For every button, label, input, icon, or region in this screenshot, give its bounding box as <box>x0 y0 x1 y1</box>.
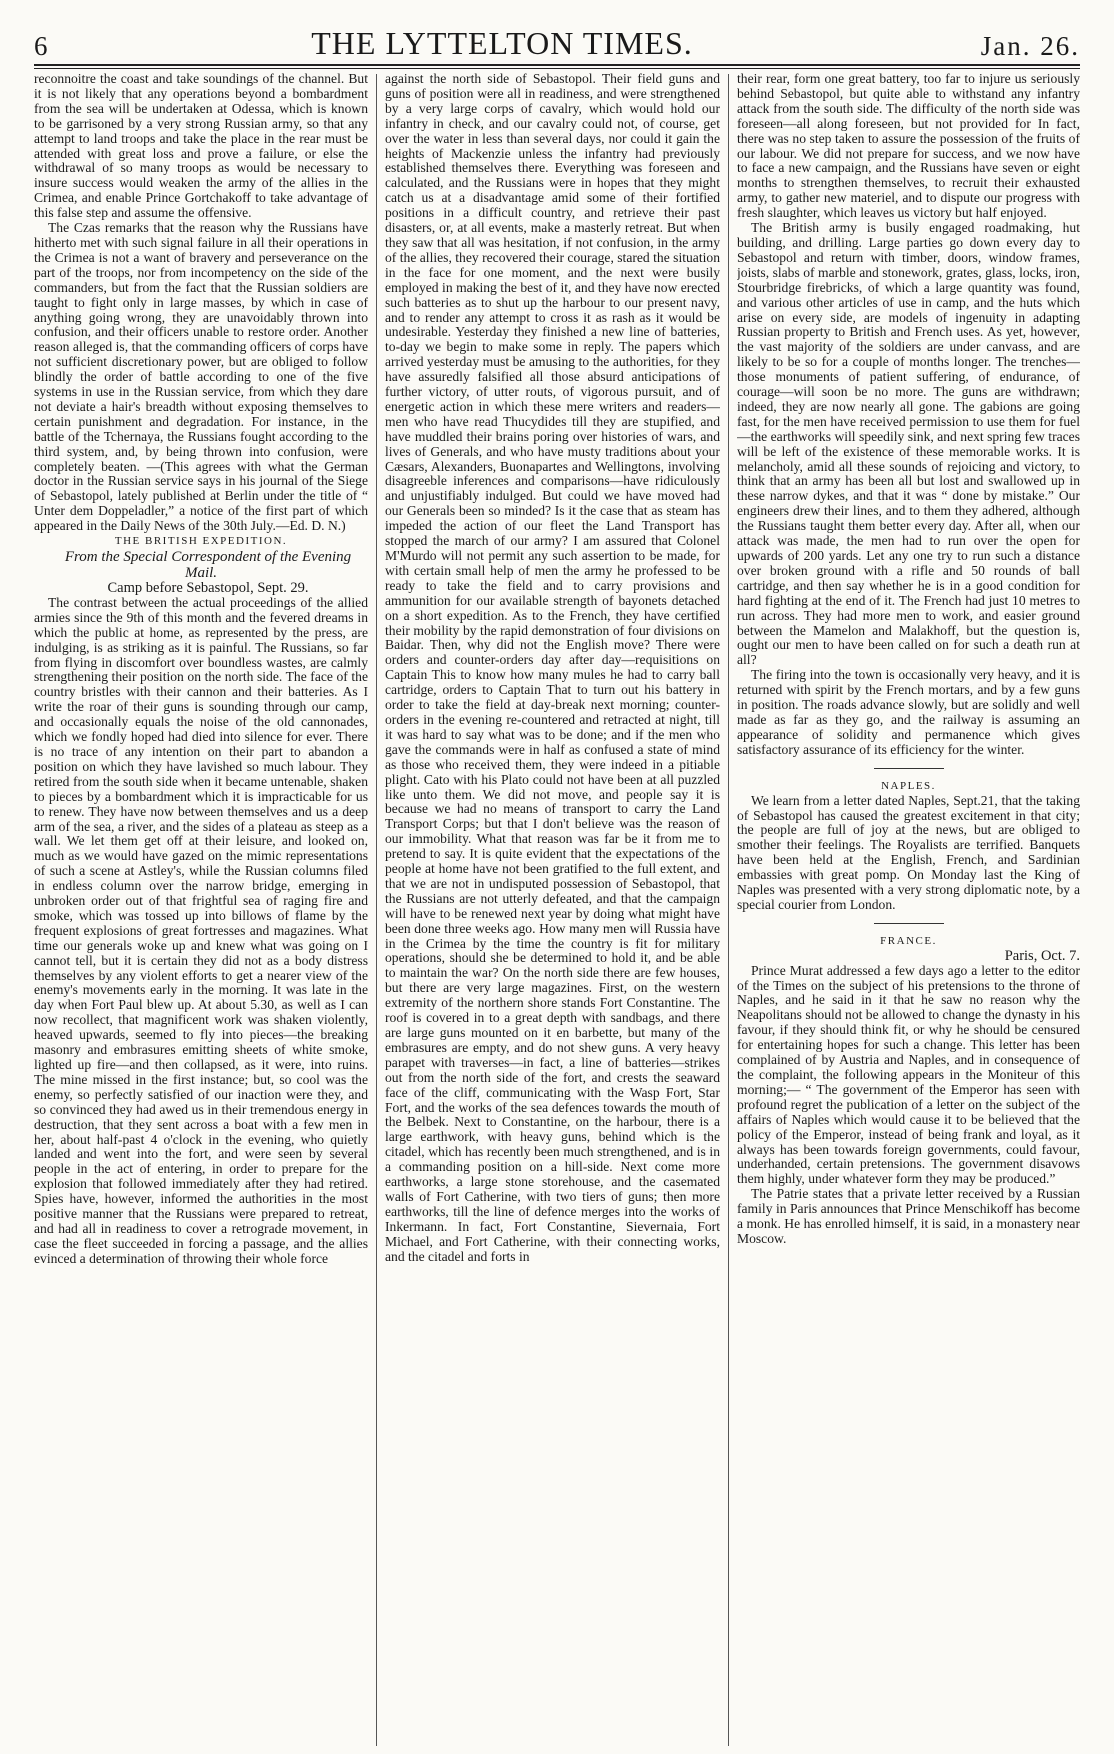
masthead-rule <box>34 64 1080 66</box>
section-heading-naples: NAPLES. <box>881 779 936 792</box>
page-number: 6 <box>34 31 48 61</box>
masthead-rule-thin <box>34 68 1080 69</box>
article-paragraph: their rear, form one great battery, too far to injure us seriously behind Sebastopol, but quite able to withstand any infantry attack from the south side. The difficulty of the north side was foreseen—all along foreseen, but not provided for In fact, there was no step taken to assure the possession of the fruits of our labour. We did not prepare for success, and we now have to face a new campaign, and the Russians have seven or eight months to strengthen themselves, to recruit their exhausted army, to gather new materiel, and to dispute our progress with fresh slaughter, which leaves us victory but half enjoyed. <box>737 72 1080 221</box>
column-divider-1 <box>376 74 377 1746</box>
article-paragraph: The Czas remarks that the reason why the Russians have hitherto met with such signal failure in all their operations in the Crimea is not a want of bravery and perseverance on the part of the troops, nor from incompetency on the side of the commanders, but from the fact that the Russian soldiers are taught to fight only in large masses, by which in case of anything going wrong, they are unavoidably thrown into confusion, and their officers unable to restore order. Another reason alleged is, that the commanding officers of corps have not sufficient discretionary power, but are obliged to follow blindly the order of battle according to one of the five systems in use in the Russian service, from which they dare not deviate a hair's breadth without exposing themselves to certain punishment and degradation. For instance, in the battle of the Tchernaya, the Russians fought according to the third system, and, by being thrown into confusion, were completely beaten. —(This agrees with what the German doctor in the Russian service says in his journal of the Siege of Sebastopol, lately published at Berlin under the title of “ Unter dem Doppeladler,” a notice of the first part of which appeared in the Daily News of the 30th July.—Ed. D. N.) <box>34 220 368 534</box>
section-heading-france: FRANCE. <box>880 934 937 947</box>
column-3 <box>737 72 1080 1748</box>
masthead <box>34 22 1080 62</box>
section-rule <box>874 768 944 769</box>
article-paragraph: The Patrie states that a private letter received by a Russian family in Paris announces that Prince Menschikoff has become a monk. He has enrolled himself, it is said, in a monastery near Moscow. <box>737 1186 1080 1246</box>
section-rule <box>874 923 944 924</box>
article-paragraph: The British army is busily engaged roadmaking, hut building, and drilling. Large parties go down every day to Sebastopol and return with timber, doors, window frames, joists, slabs of marble and stonework, grates, glass, locks, iron, Stourbridge firebricks, of which a large quantity was found, and various other articles of use in camp, and the huts which arise on every side, are models of ingenuity in adapting Russian property to British and French uses. As yet, however, the vast majority of the soldiers are under canvass, and are likely to be so for a couple of months longer. The trenches—those monuments of patient suffering, of endurance, of courage—will soon be no more. The guns are withdrawn; indeed, they are now nearly all gone. The gabions are going fast, for the men have received permission to use them for fuel—the earthworks will speedily sink, and next spring few traces will be left of the existence of these memorable works. It is melancholy, amid all these sounds of rejoicing and victory, to think that an army has been all but lost and swallowed up in these narrow dykes, and that it was “ done by mistake.” Our engineers drew their lines, and to them they adhered, although the Russians taught them better every day. After all, when our attack was made, the men had to run over the open for upwards of 200 yards. Let any one try to run such a distance over broken ground with a rifle and 50 rounds of ball cartridge, and then say whether he is in a good condition for hard fighting at the end of it. The French had just 10 metres to run across. They had more men to work, and easier ground between the Mamelon and Malakhoff, but the question is, ought our men to have been called on for such a death run at all? <box>737 220 1080 668</box>
article-paragraph: Prince Murat addressed a few days ago a letter to the editor of the Times on the subject of his pretensions to the throne of Naples, and he said in it that he saw no reason why the Neapolitans should not be allowed to change the dynasty in his favour, if they should think fit, or why he should be censured for entertaining hopes for such a change. This letter has been complained of by Austria and Naples, and in consequence of the complaint, the following appears in the Moniteur of this morning;— “ The government of the Emperor has seen with profound regret the publication of a letter on the subject of the affairs of Naples which would cause it to be believed that the policy of the Emperor, instead of being frank and loyal, as it always has been towards foreign governments, could favour, underhanded, certain pretensions. The government disavows them highly, under whatever form they may be produced.” <box>737 962 1080 1187</box>
paper-title: THE LYTTELTON TIMES. <box>311 25 693 61</box>
article-paragraph: The firing into the town is occasionally very heavy, and it is returned with spirit by the French mortars, and by a few guns in position. The roads advance slowly, but are solidly and well made as far as they go, and the railway is assuming an appearance of solidity and permanence which gives satisfactory assurance of its efficiency for the winter. <box>737 667 1080 757</box>
article-paragraph: against the north side of Sebastopol. Their field guns and guns of position were all in readiness, and were strengthened by a very large corps of cavalry, which would hold our infantry in check, and our cavalry could not, of course, get over the water in less than several days, nor could it gain the heights of Mackenzie unless the infantry had previously established themselves there. Everything was foreseen and calculated, and the Russians were in hopes that they might catch us at a disadvantage amid some of their fortified positions in a difficult country, and retrieve their past disasters, or, at all events, make a masterly retreat. But when they saw that all was hesitation, if not confusion, in the army of the allies, they recovered their courage, stared the situation in the face for one moment, and the next were busily employed in making the best of it, and they have now erected such batteries as to shut up the harbour to our present navy, and to render any attempt to cross it as rash as it would be undesirable. Yesterday they finished a new line of batteries, to-day we begin to make some in reply. The papers which arrived yesterday must be amusing to the authorities, for they have assuredly falsified all those absurd anticipations of further victory, of utter routs, of vigorous pursuit, and of energetic action in which these mere writers and readers—men who have read Thucydides till they are stupified, and have muddled their brains poring over histories of wars, and lives of Generals, and who have musty traditions about your Cæsars, Alexanders, Buonapartes and Wellingtons, involving disagreeble inferences and comparisons—have ridiculously and unjustifiably indulged. But could we have moved had our Generals been so minded? Is it the case that as steam has impeded the action of our fleet the Land Transport has stopped the march of our army? I am assured that Colonel M'Murdo will not permit any such assertion to be made, for with certain small help of men the army he professed to be ready to take the field and to carry provisions and ammunition for our available strength of bayonets detached on a short expedition. As to the French, they have certified their mobility by the rapid demonstration of four divisions on Baidar. Then, why did not the English move? There were orders and counter-orders day after day—requisitions on Captain This to know how many mules he had to carry ball cartridge, orders to Captain That to turn out his battery in order to take the field at day-break next morning; counter-orders in the evening re-countered and retracted at night, till it was hard to say what was to be done; and if the men who gave the commands were in half as confused a state of mind as those who received them, they were indeed in a pitiable plight. Cato with his Plato could not have been at all puzzled like unto them. We did not move, and people say it is because we had no means of transport to carry the Land Transport Corps; but that I don't believe was the reason of our immobility. What that reason was far be it from me to pretend to say. It is quite evident that the expectations of the people at home have not been gratified to the full extent, and that we are not in undisputed possession of Sebastopol, that the Russians are not utterly defeated, and that the campaign will have to be renewed next year by doing what might have been done three weeks ago. How many men will Russia have in the Crimea by the time the country is fit for military operations, should she be determined to hold it, and be able to maintain the war? On the north side there are few houses, but there are very large magazines. First, on the western extremity of the northern shore stands Fort Constantine. The roof is covered in to a great depth with sandbags, and there are large guns mounted on it en barbette, but many of the embrasures are empty, and do not shew guns. A very heavy parapet with traverses—in fact, a line of batteries—strikes out from the north side of the fort, and crests the seaward face of the cliff, communicating with the Wasp Fort, Star Fort, and the works of the sea defences towards the mouth of the Belbek. Next to Constantine, on the harbour, there is a large earthwork, with heavy guns, behind which is the citadel, which has recently been much strengthened, and is in a commanding position on a hill-side. Next come more earthworks, a large stone storehouse, and the casemated walls of Fort Catherine, with two tiers of guns; then more earthworks, till the line of defence merges into the works of Inkermann. In fact, Fort Constantine, Sievernaia, Fort Michael, and Fort Catherine, with their connecting works, and the citadel and forts in <box>385 72 720 1264</box>
dateline: Paris, Oct. 7. <box>1004 947 1080 964</box>
article-paragraph: We learn from a letter dated Naples, Sept.21, that the taking of Sebastopol has caused the greatest excitement in that city; the people are full of joy at the news, but are obliged to smother their feelings. The Royalists are terrified. Banquets have been held at the English, French, and Sardinian embassies with great pomp. On Monday last the King of Naples was presented with a very strong diplomatic note, by a special courier from London. <box>737 792 1080 912</box>
column-1 <box>34 72 368 1748</box>
correspondent-byline: From the Special Correspondent of the Evening Mail. <box>64 549 352 581</box>
column-divider-2 <box>728 74 729 1746</box>
article-paragraph: The contrast between the actual proceedings of the allied armies since the 9th of this month and the fevered dreams in which the public at home, as represented by the press, are indulging, is as striking as it is painful. The Russians, so far from flying in discomfort over boundless wastes, are calmly strengthening their position on the north side. The face of the country bristles with their cannon and their batteries. As I write the roar of their guns is sounding through our camp, and occasionally equals the noise of the old cannonades, which we fondly hoped had died into silence for ever. There is no trace of any intention on their part to abandon a position on which they have lavished so much labour. They retired from the south side when it became untenable, shaken to pieces by a bombardment which it is impracticable for us to renew. They have now between themselves and us a deep arm of the sea, a river, and the sides of a plateau as steep as a wall. We let them get off at their leisure, and looked on, much as we would have gazed on the mimic representations of such a scene at Astley's, while the Russian columns filed in endless column over the narrow bridge, emerging in unbroken order out of that frightful sea of raging fire and smoke, which was tossed up into billows of flame by the frequent explosions of great fortresses and magazines. What time our generals woke up and knew what was going on I cannot tell, but it is certain they did not as a body distress themselves by any violent efforts to get a nearer view of the enemy's movements early in the morning. It was late in the day when Fort Paul blew up. At about 5.30, as well as I can now recollect, that magnificent work was shaken violently, heaved upwards, seemed to fly into pieces—the breaking masonry and embrasures emitting sheets of white smoke, lighted up fire—and then collapsed, as it were, into ruins. The mine missed in the first instance; but, so cool was the enemy, so perfectly satisfied of our inaction were they, and so convinced they had awed us in their tremendous energy in destruction, that they sent across a boat with a few men in her, about half-past 4 o'clock in the evening, who quietly landed and went into the fort, and were seen by several people in the act of entering, in order to prepare for the explosion that followed immediately after they had retired. Spies have, however, informed the authorities in the most positive manner that the Russians were prepared to retreat, and had all in readiness to cover a retrograde movement, in case the fleet succeeded in forcing a passage, and the allies evinced a determination of throwing their whole force <box>34 594 368 1266</box>
column-2 <box>385 72 720 1748</box>
article-paragraph: reconnoitre the coast and take soundings of the channel. But it is not likely that any operations beyond a bombardment from the sea will be undertaken at Odessa, which is known to be garrisoned by a very strong Russian army, so that any attempt to land troops and take the place in the rear must be attended with great loss and prove a failure, or else the withdrawal of so many troops as would be necessary to insure success would weaken the army of the allies in the Crimea, and enable Prince Gortchakoff to take advantage of this false step and assume the offensive. <box>34 72 368 221</box>
dateline: Camp before Sebastopol, Sept. 29. <box>107 580 309 596</box>
section-heading-british-expedition: THE BRITISH EXPEDITION. <box>114 535 288 548</box>
issue-date: Jan. 26. <box>980 31 1080 61</box>
